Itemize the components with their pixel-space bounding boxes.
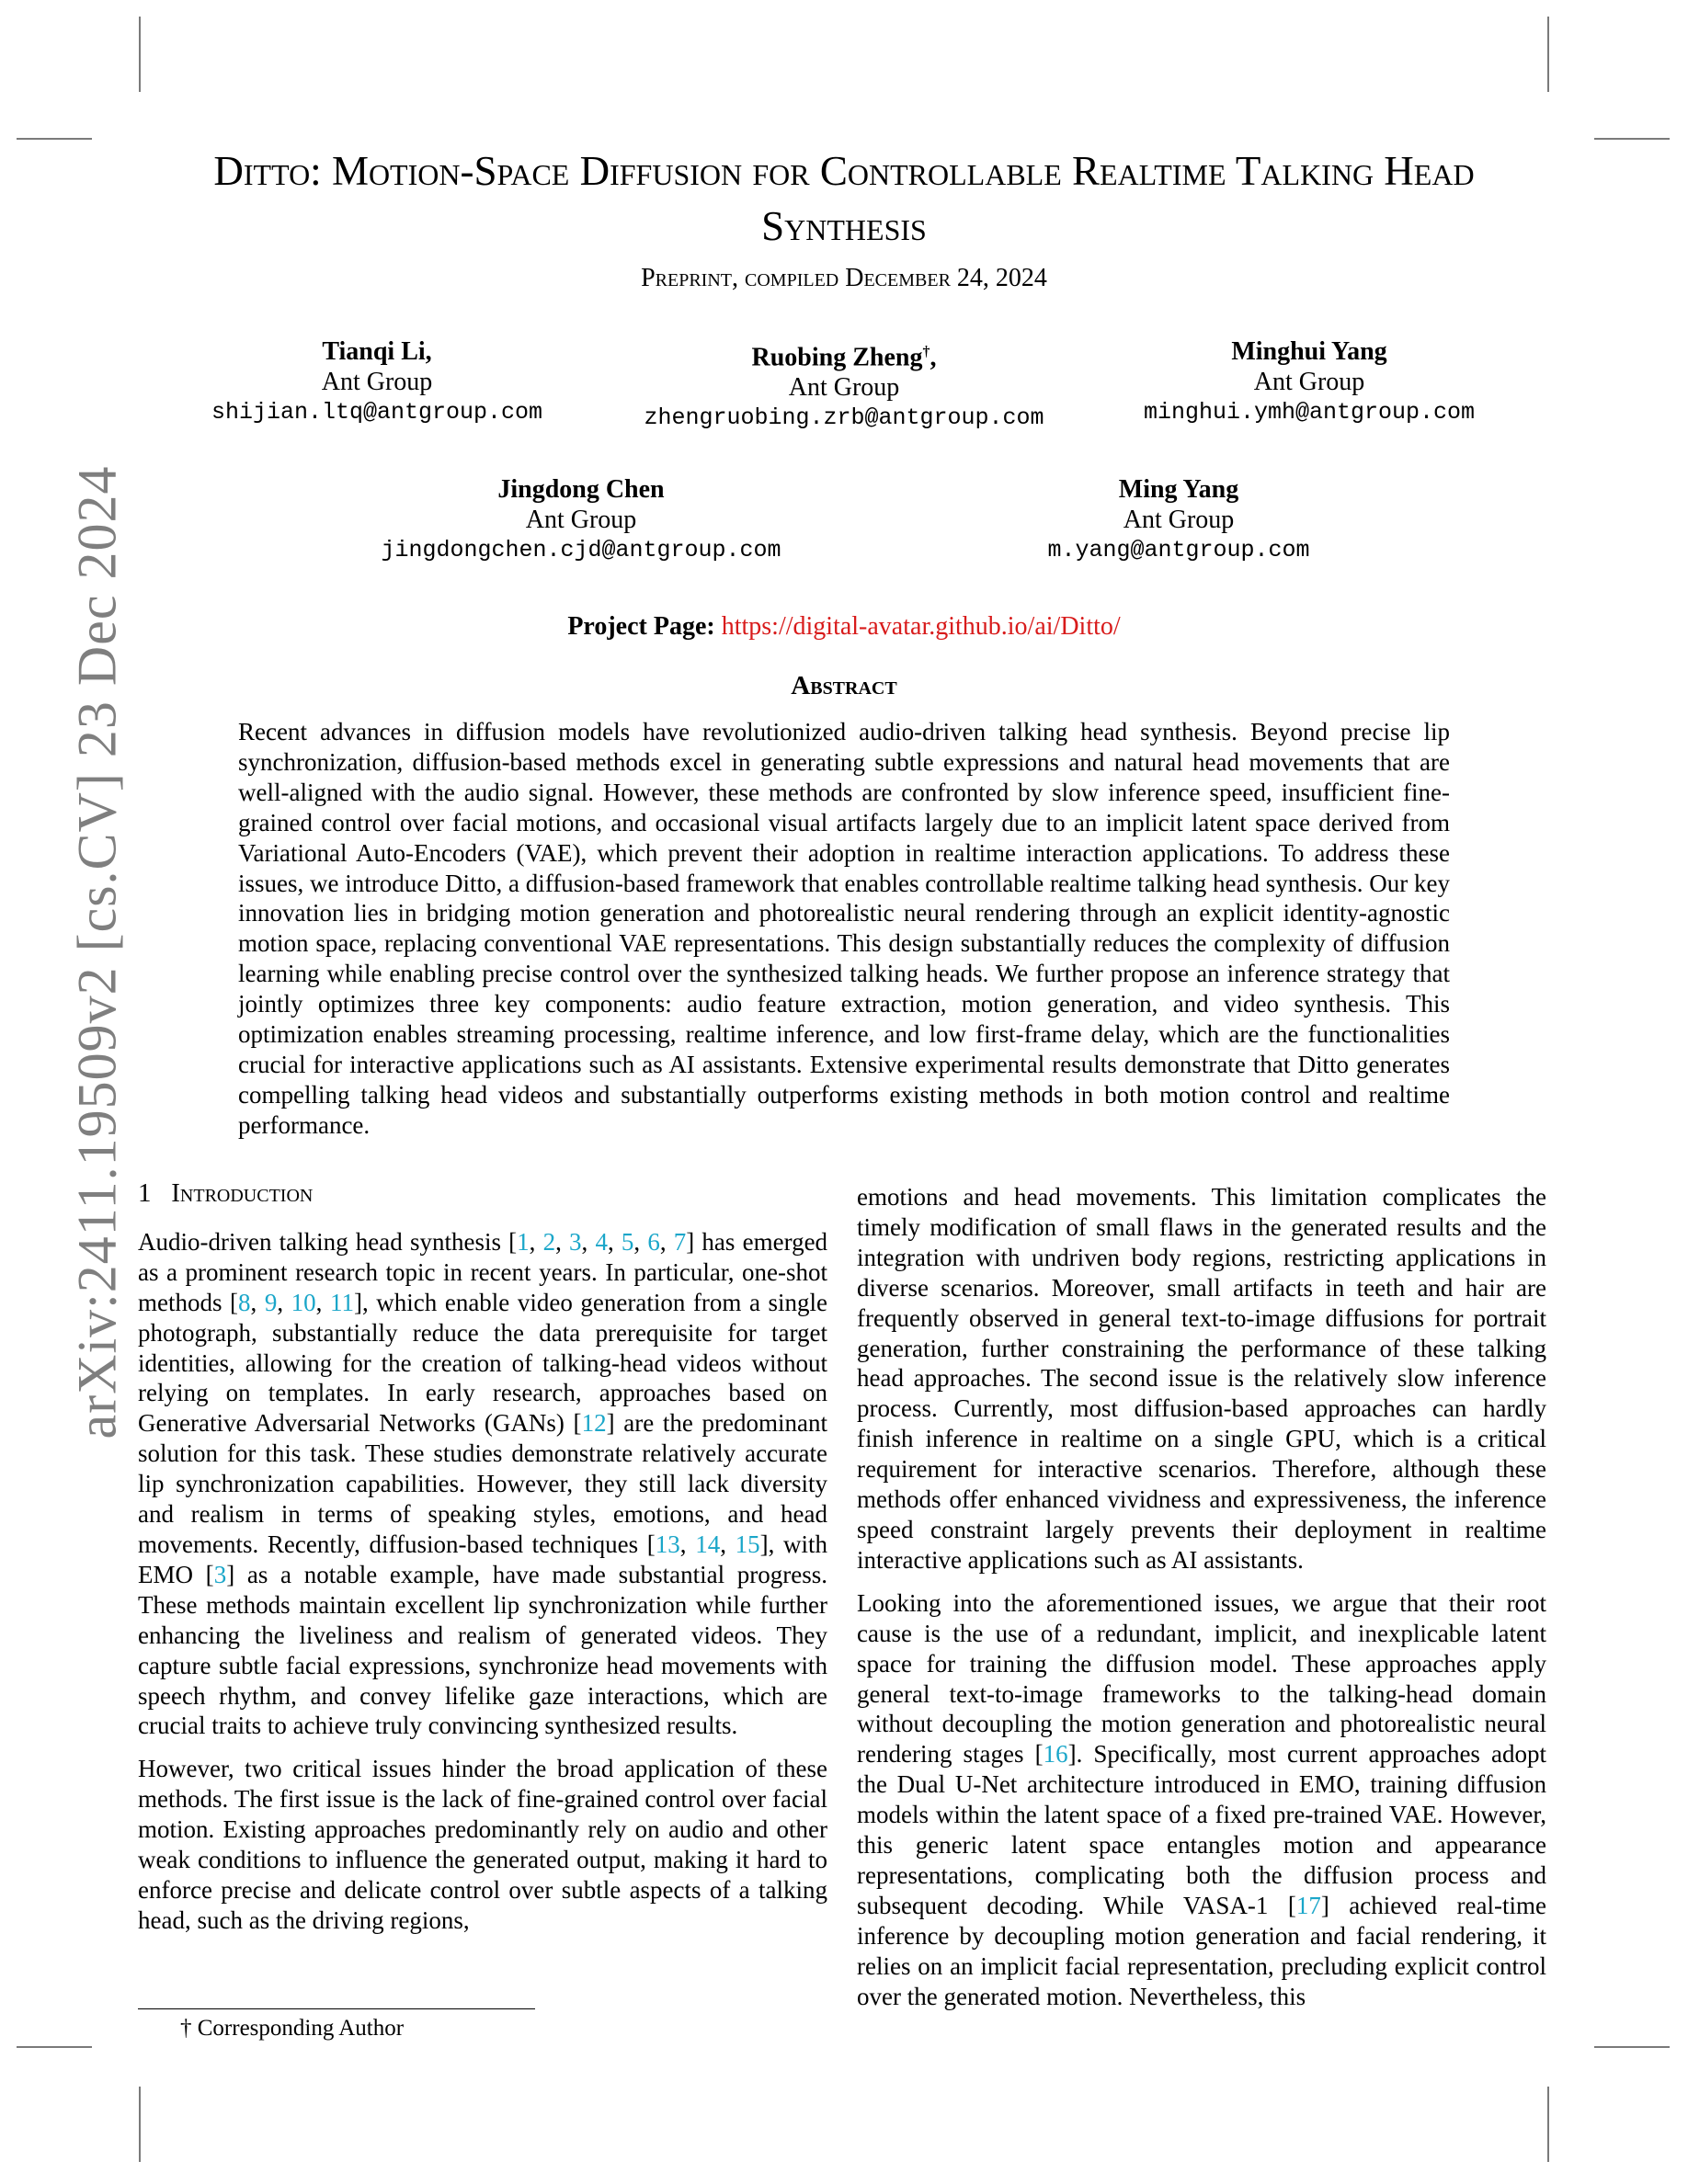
footnote: † Corresponding Author — [180, 2016, 405, 2041]
citation-link[interactable]: 2 — [542, 1227, 556, 1256]
citation-link[interactable]: 8 — [238, 1288, 251, 1316]
preprint-date: Preprint, compiled December 24, 2024 — [641, 264, 1047, 292]
section-number: 1 — [138, 1178, 152, 1208]
intro-paragraph-2-continued: emotions and head movements. This limitation complicates the timely modification of small flaws in the generated results and the integration with undriven body regions, restricting applications in diverse scenarios. Moreover, small artifacts in teeth and hair are frequently observed in general text-to-image diffusions for portrait generation, further constraining the performance of these talking head approaches. The second issue is the relatively slow inference process. Currently, most diffusion-based approaches can hardly finish inference in realtime on a single GPU, which is a critical requirement for interactive scenarios. Therefore, although these methods offer enhanced vividness and expressiveness, the inference speed constraint largely prevents their deployment in realtime interactive applications such as AI assistants. — [857, 1183, 1546, 1574]
intro-paragraph-2: However, two critical issues hinder the broad application of these methods. The first issue is the lack of fine-grained control over facial motion. Existing approaches predominantly rely on audio and other weak conditions to influence the generated output, making it hard to enforce precise and delicate control over subtle aspects of a talking head, such as the driving regions, — [138, 1755, 827, 1934]
author-block — [1107, 336, 1511, 427]
corresponding-mark: † — [922, 344, 930, 359]
crop-mark — [1594, 138, 1670, 140]
project-label: Project Page: — [567, 612, 715, 641]
citation-link[interactable]: 17 — [1295, 1891, 1321, 1919]
citation-link[interactable]: 11 — [329, 1288, 354, 1316]
crop-mark — [1547, 17, 1549, 92]
author-name: Jingdong Chen — [497, 475, 665, 504]
intro-paragraph-1: Audio-driven talking head synthesis [1, 2, 3, 4, 5, 6, 7] has emerged as a prominent research topic in recent years. In particular, one-shot methods [8, 9, 10, 11], which enable video generation from a single photograph, substantially reduce the data prerequisite for target identities, allowing for the creation of talking-head videos without relying on templates. In early research, approaches based on Generative Adversarial Networks (GANs) [12] are the predominant solution for this task. These studies demonstrate relatively accurate lip synchronization capabilities. However, they still lack diversity and realism in terms of speaking styles, emotions, and head movements. Recently, diffusion-based techniques [13, 14, 15], with EMO [3] as a notable example, have made substantial progress. These methods maintain excellent lip synchronization while further enhancing the liveliness and realism of generated videos. They capture subtle facial expressions, synchronize head movements with speech rhythm, and convey lifelike gaze interactions, which are crucial traits to achieve truly convincing synthesized results. — [138, 1227, 828, 1740]
citation-link[interactable]: 4 — [595, 1227, 608, 1256]
section-heading — [138, 1178, 827, 1209]
section-title: Introduction — [171, 1178, 314, 1208]
author-name: Ruobing Zheng†, — [751, 343, 937, 372]
author-email[interactable]: m.yang@antgroup.com — [1047, 537, 1310, 563]
citation-link[interactable]: 10 — [291, 1288, 316, 1316]
paper-title — [129, 143, 1559, 254]
crop-mark — [139, 17, 141, 92]
right-column — [857, 1182, 1546, 2024]
citation-link[interactable]: 14 — [695, 1530, 721, 1558]
left-column — [138, 1178, 827, 1949]
author-affiliation: Ant Group — [788, 373, 900, 403]
citation-link[interactable]: 15 — [735, 1530, 760, 1558]
author-email[interactable]: zhengruobing.zrb@antgroup.com — [644, 404, 1044, 432]
citation-link[interactable]: 12 — [581, 1409, 607, 1438]
citation-link[interactable]: 7 — [673, 1227, 687, 1256]
citation-link[interactable]: 1 — [517, 1227, 530, 1256]
title-line-2: Synthesis — [761, 203, 927, 249]
author-affiliation: Ant Group — [525, 506, 637, 534]
arxiv-identifier: arXiv:2411.19509v2 [cs.CV] 23 Dec 2024 — [66, 465, 128, 1439]
author-block — [175, 336, 579, 427]
author-block — [351, 474, 811, 565]
author-affiliation: Ant Group — [1253, 368, 1365, 396]
author-name: Tianqi Li, — [322, 337, 432, 366]
author-affiliation: Ant Group — [321, 368, 433, 396]
crop-mark — [17, 138, 92, 140]
author-email[interactable]: shijian.ltq@antgroup.com — [211, 399, 543, 426]
author-email[interactable]: minghui.ymh@antgroup.com — [1143, 399, 1476, 426]
citation-link[interactable]: 5 — [621, 1227, 634, 1256]
citation-link[interactable]: 13 — [655, 1530, 680, 1558]
author-name: Ming Yang — [1118, 475, 1239, 504]
citation-link[interactable]: 6 — [647, 1227, 660, 1256]
citation-link[interactable]: 3 — [213, 1560, 227, 1588]
author-block — [967, 474, 1390, 565]
footnote-rule — [138, 2008, 535, 2009]
author-affiliation: Ant Group — [1123, 506, 1235, 534]
citation-link[interactable]: 9 — [264, 1288, 278, 1316]
abstract-heading: Abstract — [791, 671, 897, 700]
author-email[interactable]: jingdongchen.cjd@antgroup.com — [381, 537, 781, 563]
author-name: Minghui Yang — [1231, 337, 1387, 366]
project-link[interactable]: https://digital-avatar.github.io/ai/Ditto/ — [721, 612, 1121, 641]
title-line-1: Ditto: Motion-Space Diffusion for Controllable Realtime Talking Head — [213, 148, 1475, 194]
citation-link[interactable]: 3 — [569, 1227, 582, 1256]
crop-mark — [139, 2087, 141, 2162]
project-page — [129, 612, 1559, 642]
crop-mark — [1594, 2046, 1670, 2048]
crop-mark — [1547, 2087, 1549, 2162]
abstract-text: Recent advances in diffusion models have revolutionized audio-driven talking head synthesis. Beyond precise lip synchronization, diffusion-based methods excel in generating subtle expressions and natural head movements that are well-aligned with the audio signal. However, these methods are confronted by slow inference speed, insufficient fine-grained control over facial motions, and occasional visual artifacts largely due to an implicit latent space derived from Variational Auto-Encoders (VAE), which prevent their adoption in realtime interaction applications. To address these issues, we introduce Ditto, a diffusion-based framework that enables controllable realtime talking head synthesis. Our key innovation lies in bridging motion generation and photorealistic neural rendering through an explicit identity-agnostic motion space, replacing conventional VAE representations. This design substantially reduces the complexity of diffusion learning while enabling precise control over the synthesized talking heads. We further propose an inference strategy that jointly optimizes three key components: audio feature extraction, motion generation, and video synthesis. This optimization enables streaming processing, realtime inference, and low first-frame delay, which are the functionalities crucial for interactive applications such as AI assistants. Extensive experimental results demonstrate that Ditto generates compelling talking head videos and substantially outperforms existing methods in both motion control and realtime performance. — [238, 718, 1450, 1139]
citation-link[interactable]: 16 — [1043, 1740, 1068, 1769]
intro-paragraph-3: Looking into the aforementioned issues, we argue that their root cause is the use of a redundant, implicit, and inexplicable latent space for training the diffusion model. These approaches apply general text-to-image frameworks to the talking-head domain without decoupling the motion generation and photorealistic neural rendering stages [16]. Specifically, most current approaches adopt the Dual U-Net architecture introduced in EMO, training diffusion models within the latent space of a fixed pre-trained VAE. However, this generic latent space entangles motion and appearance representations, complicating both the diffusion process and subsequent decoding. While VASA-1 [17] achieved real-time inference by decoupling motion generation and facial rendering, it relies on an implicit facial representation, precluding explicit control over the generated motion. Nevertheless, this — [857, 1588, 1546, 2010]
crop-mark — [17, 2046, 92, 2048]
author-block — [614, 336, 1074, 433]
